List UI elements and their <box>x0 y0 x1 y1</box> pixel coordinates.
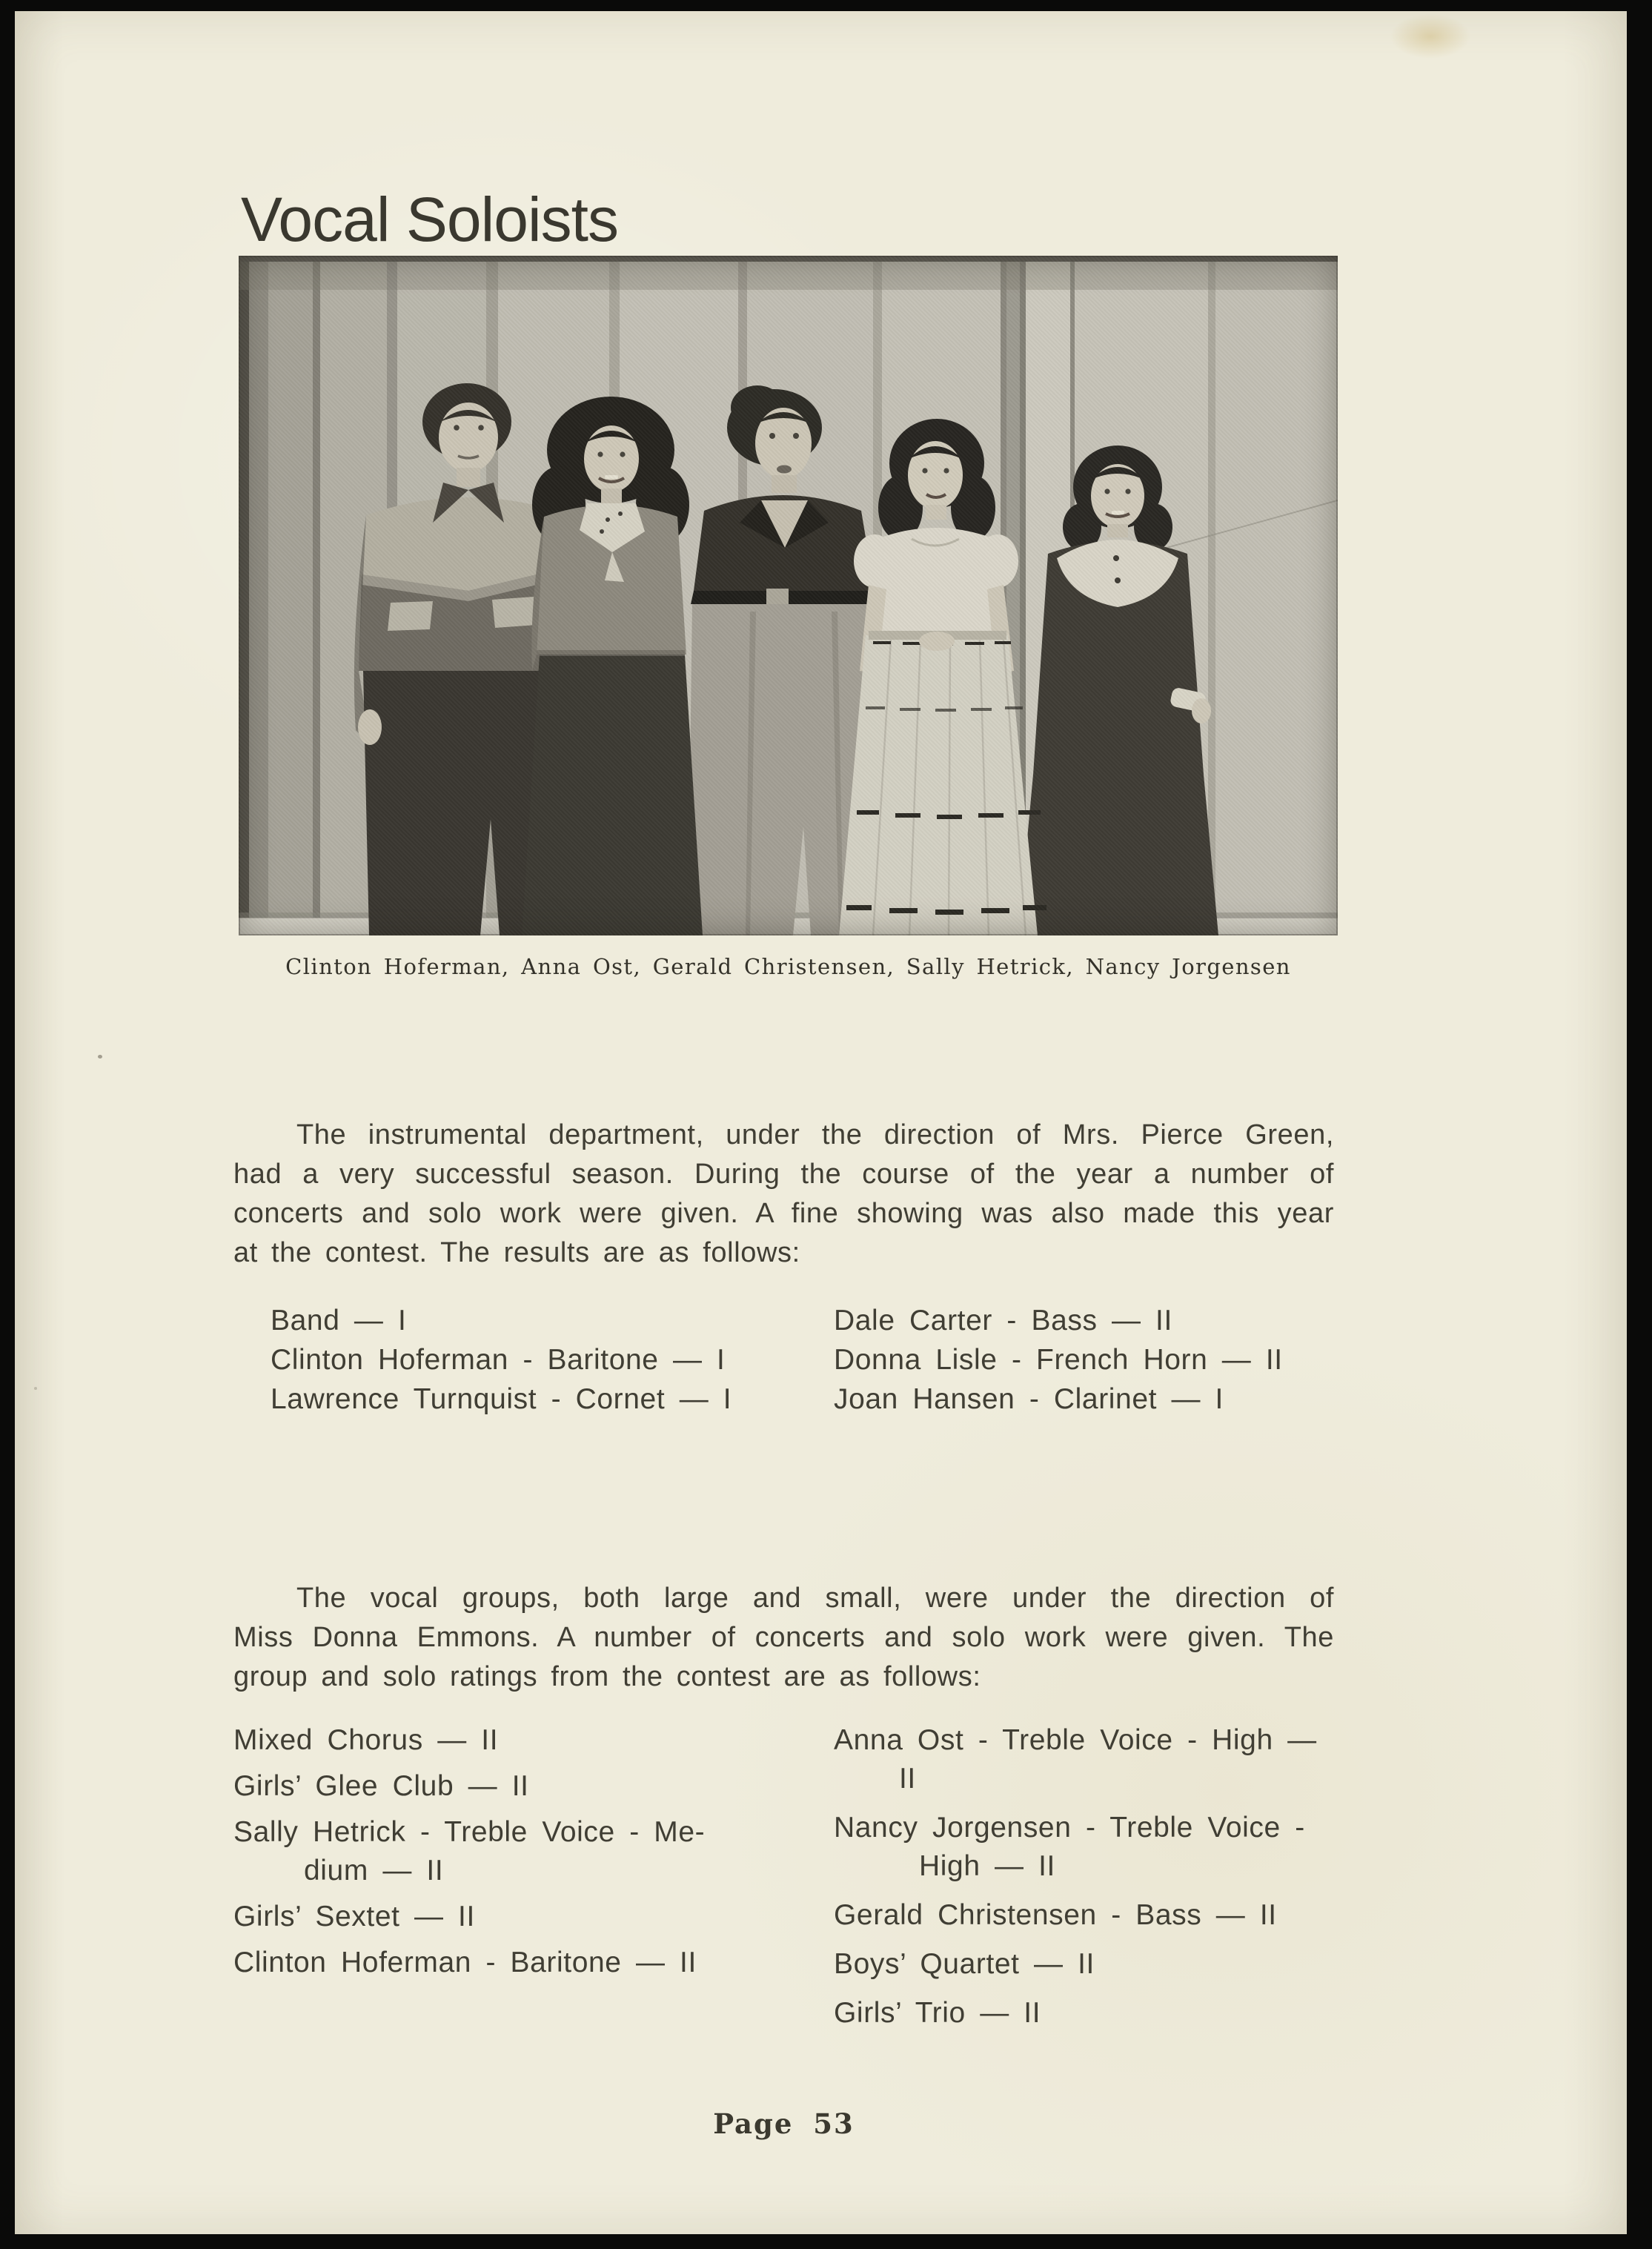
paragraph-line: The vocal groups, both large and small, were under the direction of <box>296 1583 1334 1614</box>
result-line: Joan Hansen - Clarinet — I <box>834 1383 1224 1415</box>
result-line: Band — I <box>271 1305 407 1337</box>
result-line: Dale Carter - Bass — II <box>834 1305 1172 1337</box>
paragraph-line: Miss Donna Emmons. A number of concerts and solo work were given. The <box>233 1622 1334 1653</box>
result-line: Clinton Hoferman - Baritone — I <box>271 1344 726 1376</box>
paper-stain <box>1375 5 1486 67</box>
paragraph-line: had a very successful season. During the course of the year a number of <box>233 1159 1334 1190</box>
result-line: Nancy Jorgensen - Treble Voice - <box>834 1812 1305 1844</box>
dust-speck <box>98 1055 102 1059</box>
result-line: Donna Lisle - French Horn — II <box>834 1344 1283 1376</box>
vocal-paragraph <box>233 1579 1334 1697</box>
result-line: Girls’ Trio — II <box>834 1997 1041 2029</box>
vocal-results-left-column <box>233 1721 705 1982</box>
result-line: Mixed Chorus — II <box>233 1724 499 1756</box>
result-line: Clinton Hoferman - Baritone — II <box>233 1947 697 1978</box>
instrumental-paragraph <box>233 1116 1334 1273</box>
result-line-continuation: dium — II <box>304 1855 444 1887</box>
result-line: Lawrence Turnquist - Cornet — I <box>271 1383 732 1415</box>
paper-page <box>15 11 1627 2234</box>
result-line-continuation: High — II <box>919 1850 1055 1882</box>
paragraph-line: at the contest. The results are as follows: <box>233 1237 800 1268</box>
paragraph-line: concerts and solo work were given. A fine showing was also made this year <box>233 1198 1334 1229</box>
vocal-results-right-column <box>834 1721 1317 2033</box>
result-line: Gerald Christensen - Bass — II <box>834 1899 1277 1931</box>
photo-halftone-overlay <box>239 256 1338 935</box>
page-number: Page 53 <box>713 2107 855 2140</box>
paragraph-line: group and solo ratings from the contest are as follows: <box>233 1661 981 1692</box>
group-photo <box>239 256 1338 935</box>
result-line: Girls’ Sextet — II <box>233 1901 475 1932</box>
result-line: Boys’ Quartet — II <box>834 1948 1095 1980</box>
result-line: Girls’ Glee Club — II <box>233 1770 529 1802</box>
photo-caption: Clinton Hoferman, Anna Ost, Gerald Christensen, Sally Hetrick, Nancy Jorgensen <box>285 954 1291 979</box>
page-title: Vocal Soloists <box>241 185 618 254</box>
paragraph-line: The instrumental department, under the direction of Mrs. Pierce Green, <box>296 1119 1334 1150</box>
result-line: Anna Ost - Treble Voice - High — <box>834 1724 1317 1756</box>
result-line-continuation: II <box>899 1763 916 1795</box>
result-line: Sally Hetrick - Treble Voice - Me- <box>233 1816 706 1848</box>
instrumental-results-right-column <box>834 1301 1283 1419</box>
dust-speck <box>34 1387 37 1390</box>
instrumental-results-left-column <box>271 1301 732 1419</box>
